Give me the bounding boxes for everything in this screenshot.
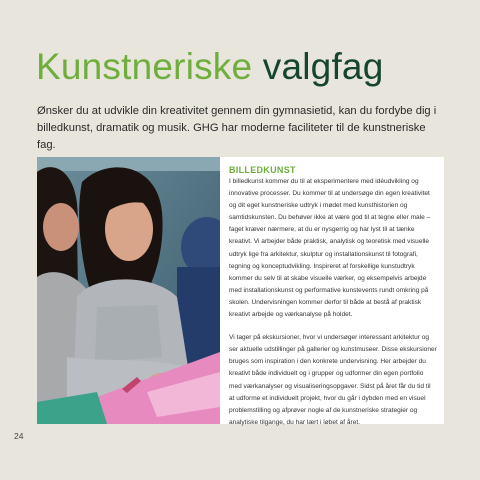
page-title xyxy=(36,48,384,85)
section-paragraph-2: Vi tager på ekskursioner, hvor vi undersøger interessant arkitektur og ser aktuelle udstillinger på gallerier og kunstmuseer. Disse ekskursioner bruges som inspiration i den konkrete undervisning. Her arbejder du kreativt både individuelt og i grupper og udformer din egen portfolio med værkanalyser og visualiseringsopgaver. Sidst på året får du tid til at udforme et individuelt projekt, hvor du går i dybden med en visuel problemstilling og afprøver nogle af de kunstneriske strategier og analytiske tilgange, du har lært i løbet af året. xyxy=(229,334,437,426)
page-number: 24 xyxy=(14,431,24,441)
page-title-part2: valgfag xyxy=(262,46,384,87)
content-panel xyxy=(37,157,444,424)
students-photo-illustration xyxy=(37,157,220,424)
section-paragraph-1: I billedkunst kommer du til at eksperimentere med idéudvikling og innovative processer. Du kommer til at undersøge din egen kreativitet og dit eget kunstneriske udtryk i mødet med kunsthistorien og samtidskunsten. Du behøver ikke at være god til at tegne eller male – faget kræver nærmere, at du er nysgerrig og har lyst til at tænke kreativt. Vi arbejder både praktisk, analytisk og teoretisk med visuelle udtryk lige fra arkitektur, skulptur og installationskunst til fotografi, tegning og konceptudvikling. Inspireret af forskellige kunstudtryk kommer du selv til at skabe visuelle værker, og eksempelvis arbejde med installationskunst og performative kunstevents rundt omkring på skolen. Undervisningen kommer derfor til både at bestå af praktisk kreativt arbejde og værkanalyse på holdet. xyxy=(229,178,431,319)
page-title-part1: Kunstneriske xyxy=(36,46,253,87)
students-photo xyxy=(37,157,220,424)
section-text-column xyxy=(229,165,437,429)
section-heading: BILLEDKUNST xyxy=(229,165,296,175)
intro-text: Ønsker du at udvikle din kreativitet gennem din gymnasietid, kan du fordybe dig i billedkunst, dramatik og musik. GHG har moderne faciliteter til de kunstneriske fag. xyxy=(37,105,437,151)
